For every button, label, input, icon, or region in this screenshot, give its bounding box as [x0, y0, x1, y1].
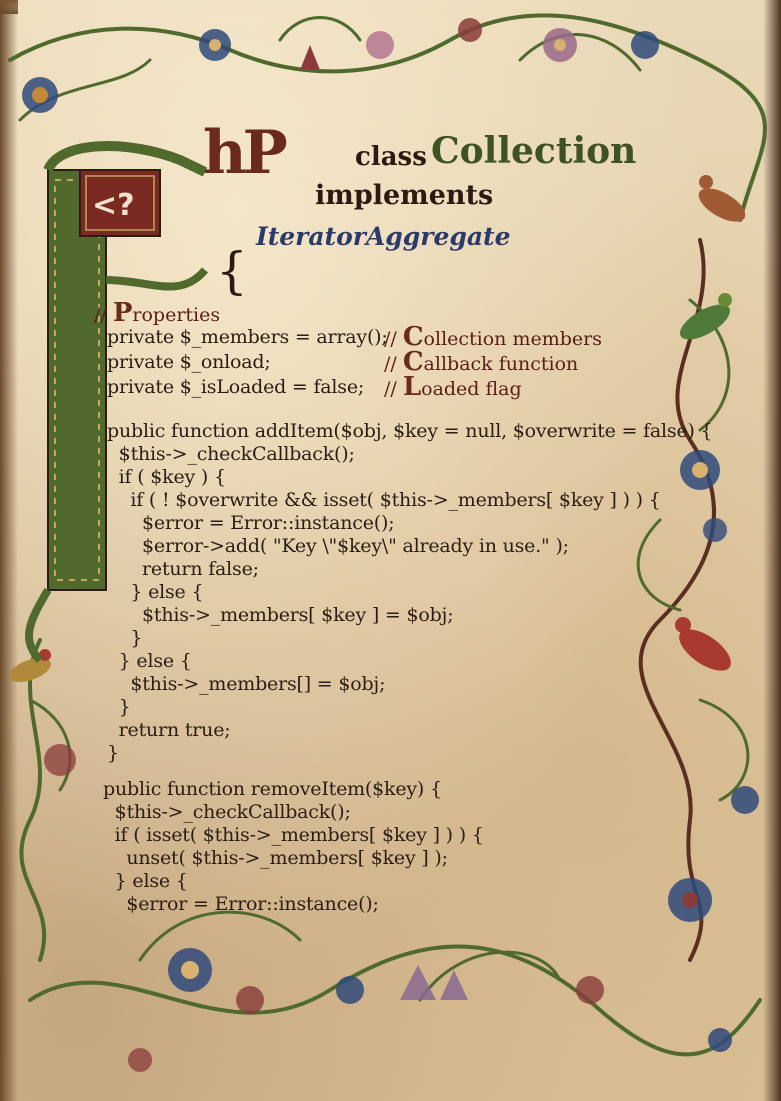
- code-line: $this->_members[ $key ] = $obj;: [107, 604, 454, 626]
- title-implements: implements: [315, 180, 494, 211]
- property-line: private $_onload;: [107, 351, 271, 373]
- comment-slashes: //: [94, 304, 113, 326]
- code-line: return false;: [107, 558, 259, 580]
- code-line: }: [107, 696, 131, 718]
- code-line: if ( $key ) {: [107, 466, 226, 488]
- code-line: $this->_members[] = $obj;: [107, 673, 386, 695]
- code-line: unset( $this->_members[ $key ] );: [103, 847, 448, 869]
- code-line: $this->_checkCallback();: [107, 443, 355, 465]
- code-line: $error = Error::instance();: [107, 512, 395, 534]
- code-line: $this->_checkCallback();: [103, 801, 351, 823]
- code-line: public function removeItem($key) {: [103, 778, 442, 800]
- comment-text: ollection members: [423, 328, 602, 350]
- property-line: private $_isLoaded = false;: [107, 376, 365, 398]
- comment-capital: L: [402, 372, 422, 402]
- code-line: if ( ! $overwrite && isset( $this->_members[ $key ] ) ) {: [107, 489, 661, 511]
- code-line: $error->add( "Key \"$key\" already in use." );: [107, 535, 569, 557]
- code-line: }: [107, 742, 119, 764]
- code-line: }: [107, 627, 143, 649]
- code-line: } else {: [103, 870, 188, 892]
- comment-text: roperties: [132, 304, 221, 326]
- comment-capital: C: [402, 347, 424, 377]
- comment-capital: P: [112, 298, 133, 328]
- title-class-keyword: class: [355, 142, 427, 172]
- code-line: } else {: [107, 581, 204, 603]
- title-interface: IteratorAggregate: [256, 222, 511, 251]
- code-line: $error = Error::instance();: [103, 893, 379, 915]
- title-class-name: Collection: [431, 130, 637, 172]
- comment-slashes: //: [384, 353, 403, 375]
- comment-text: allback function: [423, 353, 579, 375]
- initial-php-glyph: <?: [92, 188, 135, 223]
- property-comment: [384, 372, 522, 402]
- code-line: } else {: [107, 650, 192, 672]
- code-line: return true;: [107, 719, 231, 741]
- code-line: public function addItem($obj, $key = null, $overwrite = false) {: [107, 420, 713, 442]
- title-hp: hP: [203, 118, 284, 188]
- comment-capital: C: [402, 322, 424, 352]
- comment-text: oaded flag: [421, 378, 522, 400]
- property-line: private $_members = array();: [107, 326, 388, 348]
- comment-slashes: //: [384, 378, 403, 400]
- comment-slashes: //: [384, 328, 403, 350]
- properties-comment: [94, 298, 220, 328]
- code-line: if ( isset( $this->_members[ $key ] ) ) {: [103, 824, 484, 846]
- class-open-brace: {: [216, 242, 248, 300]
